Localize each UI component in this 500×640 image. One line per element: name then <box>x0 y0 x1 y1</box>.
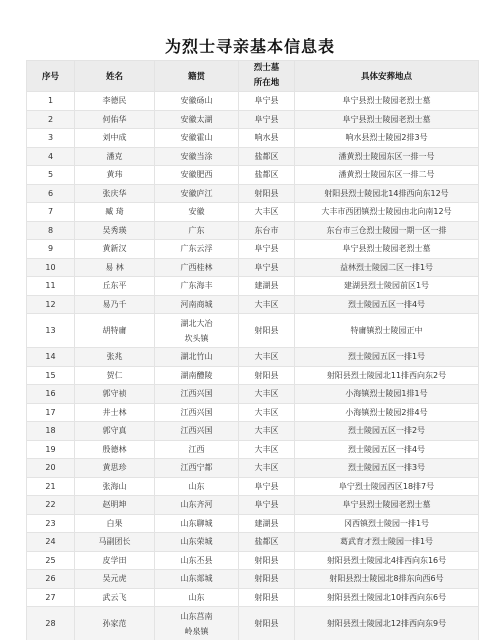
cell-name: 易 林 <box>75 258 155 277</box>
cell-hometown: 广东海丰 <box>155 277 239 296</box>
cell-cemetery: 大丰区 <box>239 348 295 367</box>
cell-cemetery: 大丰区 <box>239 203 295 222</box>
cell-hometown: 山东丕县 <box>155 551 239 570</box>
cell-cemetery: 阜宁县 <box>239 92 295 111</box>
cell-cemetery: 阜宁县 <box>239 496 295 515</box>
cell-burial-location: 葛武育才烈士陵园一排1号 <box>295 533 479 552</box>
cell-index: 2 <box>27 110 75 129</box>
cell-burial-location: 益林烈士陵园二区一排1号 <box>295 258 479 277</box>
cell-burial-location: 大丰市西团镇烈士陵园由北向南12号 <box>295 203 479 222</box>
table-header-row <box>27 61 479 92</box>
cell-burial-location: 射阳县烈士陵园北4排西向东16号 <box>295 551 479 570</box>
cell-cemetery: 大丰区 <box>239 403 295 422</box>
cell-burial-location: 潘黄烈士陵园东区一排一号 <box>295 147 479 166</box>
cell-hometown: 江西兴国 <box>155 385 239 404</box>
header-hometown: 籍贯 <box>155 61 239 92</box>
table-row <box>27 496 479 515</box>
cell-burial-location: 小海镇烈士陵园2排4号 <box>295 403 479 422</box>
table-row <box>27 147 479 166</box>
cell-burial-location: 烈士陵园五区一排1号 <box>295 348 479 367</box>
cell-index: 13 <box>27 314 75 348</box>
cell-burial-location: 冈西镇烈士陵园一排1号 <box>295 514 479 533</box>
table-row <box>27 403 479 422</box>
cell-cemetery: 建湖县 <box>239 277 295 296</box>
cell-burial-location: 小海镇烈士陵园1排1号 <box>295 385 479 404</box>
cell-cemetery: 响水县 <box>239 129 295 148</box>
cell-name: 丘东平 <box>75 277 155 296</box>
cell-index: 11 <box>27 277 75 296</box>
cell-cemetery: 阜宁县 <box>239 240 295 259</box>
header-cemetery-line: 所在地 <box>253 78 280 88</box>
cell-burial-location: 特庸镇烈士陵园正中 <box>295 314 479 348</box>
cell-name: 吴元虎 <box>75 570 155 589</box>
cell-hometown: 山东聊城 <box>155 514 239 533</box>
cell-cemetery: 东台市 <box>239 221 295 240</box>
table-row <box>27 422 479 441</box>
cell-name: 潘克 <box>75 147 155 166</box>
cell-index: 23 <box>27 514 75 533</box>
table-row <box>27 607 479 640</box>
cell-index: 12 <box>27 295 75 314</box>
cell-index: 20 <box>27 459 75 478</box>
cell-burial-location: 烈士陵园五区一排4号 <box>295 440 479 459</box>
cell-cemetery: 射阳县 <box>239 551 295 570</box>
cell-hometown: 安徽庐江 <box>155 184 239 203</box>
cell-cemetery: 射阳县 <box>239 314 295 348</box>
cell-hometown: 江西 <box>155 440 239 459</box>
table-row <box>27 477 479 496</box>
header-cemetery <box>239 61 295 92</box>
cell-cemetery: 射阳县 <box>239 570 295 589</box>
cell-cemetery: 大丰区 <box>239 295 295 314</box>
cell-index: 22 <box>27 496 75 515</box>
cell-hometown: 河南商城 <box>155 295 239 314</box>
table-row <box>27 110 479 129</box>
table-row <box>27 240 479 259</box>
cell-index: 28 <box>27 607 75 640</box>
header-index: 序号 <box>27 61 75 92</box>
cell-cemetery: 射阳县 <box>239 184 295 203</box>
cell-cemetery: 射阳县 <box>239 366 295 385</box>
table-row <box>27 92 479 111</box>
cell-name: 张庆华 <box>75 184 155 203</box>
cell-index: 15 <box>27 366 75 385</box>
cell-name: 孙家范 <box>75 607 155 640</box>
cell-hometown: 江西宁都 <box>155 459 239 478</box>
cell-burial-location: 烈士陵园五区一排2号 <box>295 422 479 441</box>
table-row <box>27 314 479 348</box>
table-row <box>27 514 479 533</box>
cell-hometown: 广东云浮 <box>155 240 239 259</box>
header-burial-location: 具体安葬地点 <box>295 61 479 92</box>
table-row <box>27 440 479 459</box>
table-row <box>27 551 479 570</box>
cell-name: 郭守真 <box>75 422 155 441</box>
cell-hometown: 山东荣城 <box>155 533 239 552</box>
cell-name: 易乃千 <box>75 295 155 314</box>
cell-name: 井士林 <box>75 403 155 422</box>
cell-name: 马副团长 <box>75 533 155 552</box>
cell-name: 张兆 <box>75 348 155 367</box>
cell-cemetery: 大丰区 <box>239 459 295 478</box>
info-table <box>26 60 479 640</box>
cell-burial-location: 潘黄烈士陵园东区一排二号 <box>295 166 479 185</box>
cell-burial-location: 东台市三仓烈士陵园一期一区一排 <box>295 221 479 240</box>
cell-hometown: 湖南醴陵 <box>155 366 239 385</box>
cell-index: 21 <box>27 477 75 496</box>
cell-name: 吴秀瑛 <box>75 221 155 240</box>
cell-hometown: 安徽砀山 <box>155 92 239 111</box>
table-row <box>27 203 479 222</box>
cell-name: 黄玮 <box>75 166 155 185</box>
cell-burial-location: 烈士陵园五区一排4号 <box>295 295 479 314</box>
cell-hometown <box>155 314 239 348</box>
cell-hometown: 山东 <box>155 588 239 607</box>
cell-burial-location: 阜宁县烈士陵园老烈士墓 <box>295 240 479 259</box>
cell-hometown: 山东郯城 <box>155 570 239 589</box>
cell-name: 张海山 <box>75 477 155 496</box>
cell-cemetery: 盐都区 <box>239 166 295 185</box>
cell-burial-location: 射阳县烈士陵园北11排西向东2号 <box>295 366 479 385</box>
cell-hometown: 湖北竹山 <box>155 348 239 367</box>
cell-index: 24 <box>27 533 75 552</box>
table-row <box>27 277 479 296</box>
cell-cemetery: 阜宁县 <box>239 258 295 277</box>
table-row <box>27 588 479 607</box>
cell-index: 1 <box>27 92 75 111</box>
cell-index: 18 <box>27 422 75 441</box>
cell-hometown: 江西兴国 <box>155 422 239 441</box>
table-row <box>27 166 479 185</box>
cell-index: 19 <box>27 440 75 459</box>
cell-name: 殷德林 <box>75 440 155 459</box>
cell-index: 25 <box>27 551 75 570</box>
cell-hometown: 广东 <box>155 221 239 240</box>
cell-name: 皮学田 <box>75 551 155 570</box>
cell-hometown <box>155 607 239 640</box>
cell-name: 黄思珍 <box>75 459 155 478</box>
cell-index: 14 <box>27 348 75 367</box>
cell-name: 武云飞 <box>75 588 155 607</box>
header-name: 姓名 <box>75 61 155 92</box>
cell-name: 赵明坤 <box>75 496 155 515</box>
cell-name: 白果 <box>75 514 155 533</box>
cell-cemetery: 盐都区 <box>239 147 295 166</box>
cell-hometown: 广西桂林 <box>155 258 239 277</box>
cell-name: 郭守祯 <box>75 385 155 404</box>
table-body <box>27 92 479 640</box>
cell-hometown: 山东齐河 <box>155 496 239 515</box>
cell-hometown: 安徽当涂 <box>155 147 239 166</box>
table-row <box>27 295 479 314</box>
cell-burial-location: 射阳县烈士陵园北12排西向东9号 <box>295 607 479 640</box>
cell-cemetery: 大丰区 <box>239 385 295 404</box>
cell-burial-location: 阜宁县烈士陵园老烈士墓 <box>295 496 479 515</box>
cell-index: 17 <box>27 403 75 422</box>
cell-cemetery: 大丰区 <box>239 422 295 441</box>
cell-burial-location: 阜宁县烈士陵园老烈士墓 <box>295 110 479 129</box>
cell-burial-location: 射阳县烈士陵园北14排西向东12号 <box>295 184 479 203</box>
cell-burial-location: 射阳县烈士陵园北8排东向西6号 <box>295 570 479 589</box>
cell-cemetery: 射阳县 <box>239 607 295 640</box>
cell-burial-location: 建湖县烈士陵园前区1号 <box>295 277 479 296</box>
cell-burial-location: 射阳县烈士陵园北10排西向东6号 <box>295 588 479 607</box>
cell-name: 臧 琦 <box>75 203 155 222</box>
cell-burial-location: 响水县烈士陵园2排3号 <box>295 129 479 148</box>
page-title: 为烈士寻亲基本信息表 <box>164 37 335 56</box>
cell-name: 黄新汉 <box>75 240 155 259</box>
cell-index: 10 <box>27 258 75 277</box>
cell-hometown: 山东 <box>155 477 239 496</box>
cell-index: 3 <box>27 129 75 148</box>
table-row <box>27 459 479 478</box>
cell-name: 贺仁 <box>75 366 155 385</box>
cell-index: 9 <box>27 240 75 259</box>
cell-index: 4 <box>27 147 75 166</box>
table-row <box>27 221 479 240</box>
table-row <box>27 258 479 277</box>
cell-cemetery: 阜宁县 <box>239 477 295 496</box>
cell-line: 湖北大冶 <box>180 318 213 328</box>
cell-cemetery: 盐都区 <box>239 533 295 552</box>
table-row <box>27 385 479 404</box>
table-row <box>27 348 479 367</box>
table-row <box>27 184 479 203</box>
cell-index: 6 <box>27 184 75 203</box>
cell-name: 何佑华 <box>75 110 155 129</box>
cell-line: 山东莒南 <box>180 611 213 621</box>
table-row <box>27 366 479 385</box>
cell-cemetery: 阜宁县 <box>239 110 295 129</box>
table-row <box>27 129 479 148</box>
cell-cemetery: 射阳县 <box>239 588 295 607</box>
cell-index: 7 <box>27 203 75 222</box>
cell-hometown: 安徽 <box>155 203 239 222</box>
cell-burial-location: 阜宁烈士陵园西区18排7号 <box>295 477 479 496</box>
cell-line: 岭泉镇 <box>184 626 209 636</box>
cell-cemetery: 大丰区 <box>239 440 295 459</box>
cell-index: 16 <box>27 385 75 404</box>
cell-name: 胡特庸 <box>75 314 155 348</box>
cell-hometown: 安徽太湖 <box>155 110 239 129</box>
cell-cemetery: 建湖县 <box>239 514 295 533</box>
cell-name: 刘中成 <box>75 129 155 148</box>
table-row <box>27 570 479 589</box>
cell-hometown: 江西兴国 <box>155 403 239 422</box>
cell-hometown: 安徽肥西 <box>155 166 239 185</box>
cell-burial-location: 阜宁县烈士陵园老烈士墓 <box>295 92 479 111</box>
cell-line: 坎头镇 <box>184 333 209 343</box>
cell-name: 李德民 <box>75 92 155 111</box>
cell-index: 8 <box>27 221 75 240</box>
cell-index: 5 <box>27 166 75 185</box>
cell-index: 26 <box>27 570 75 589</box>
cell-index: 27 <box>27 588 75 607</box>
table-row <box>27 533 479 552</box>
cell-hometown: 安徽霍山 <box>155 129 239 148</box>
cell-burial-location: 烈士陵园五区一排3号 <box>295 459 479 478</box>
header-cemetery-line: 烈士墓 <box>253 63 280 73</box>
